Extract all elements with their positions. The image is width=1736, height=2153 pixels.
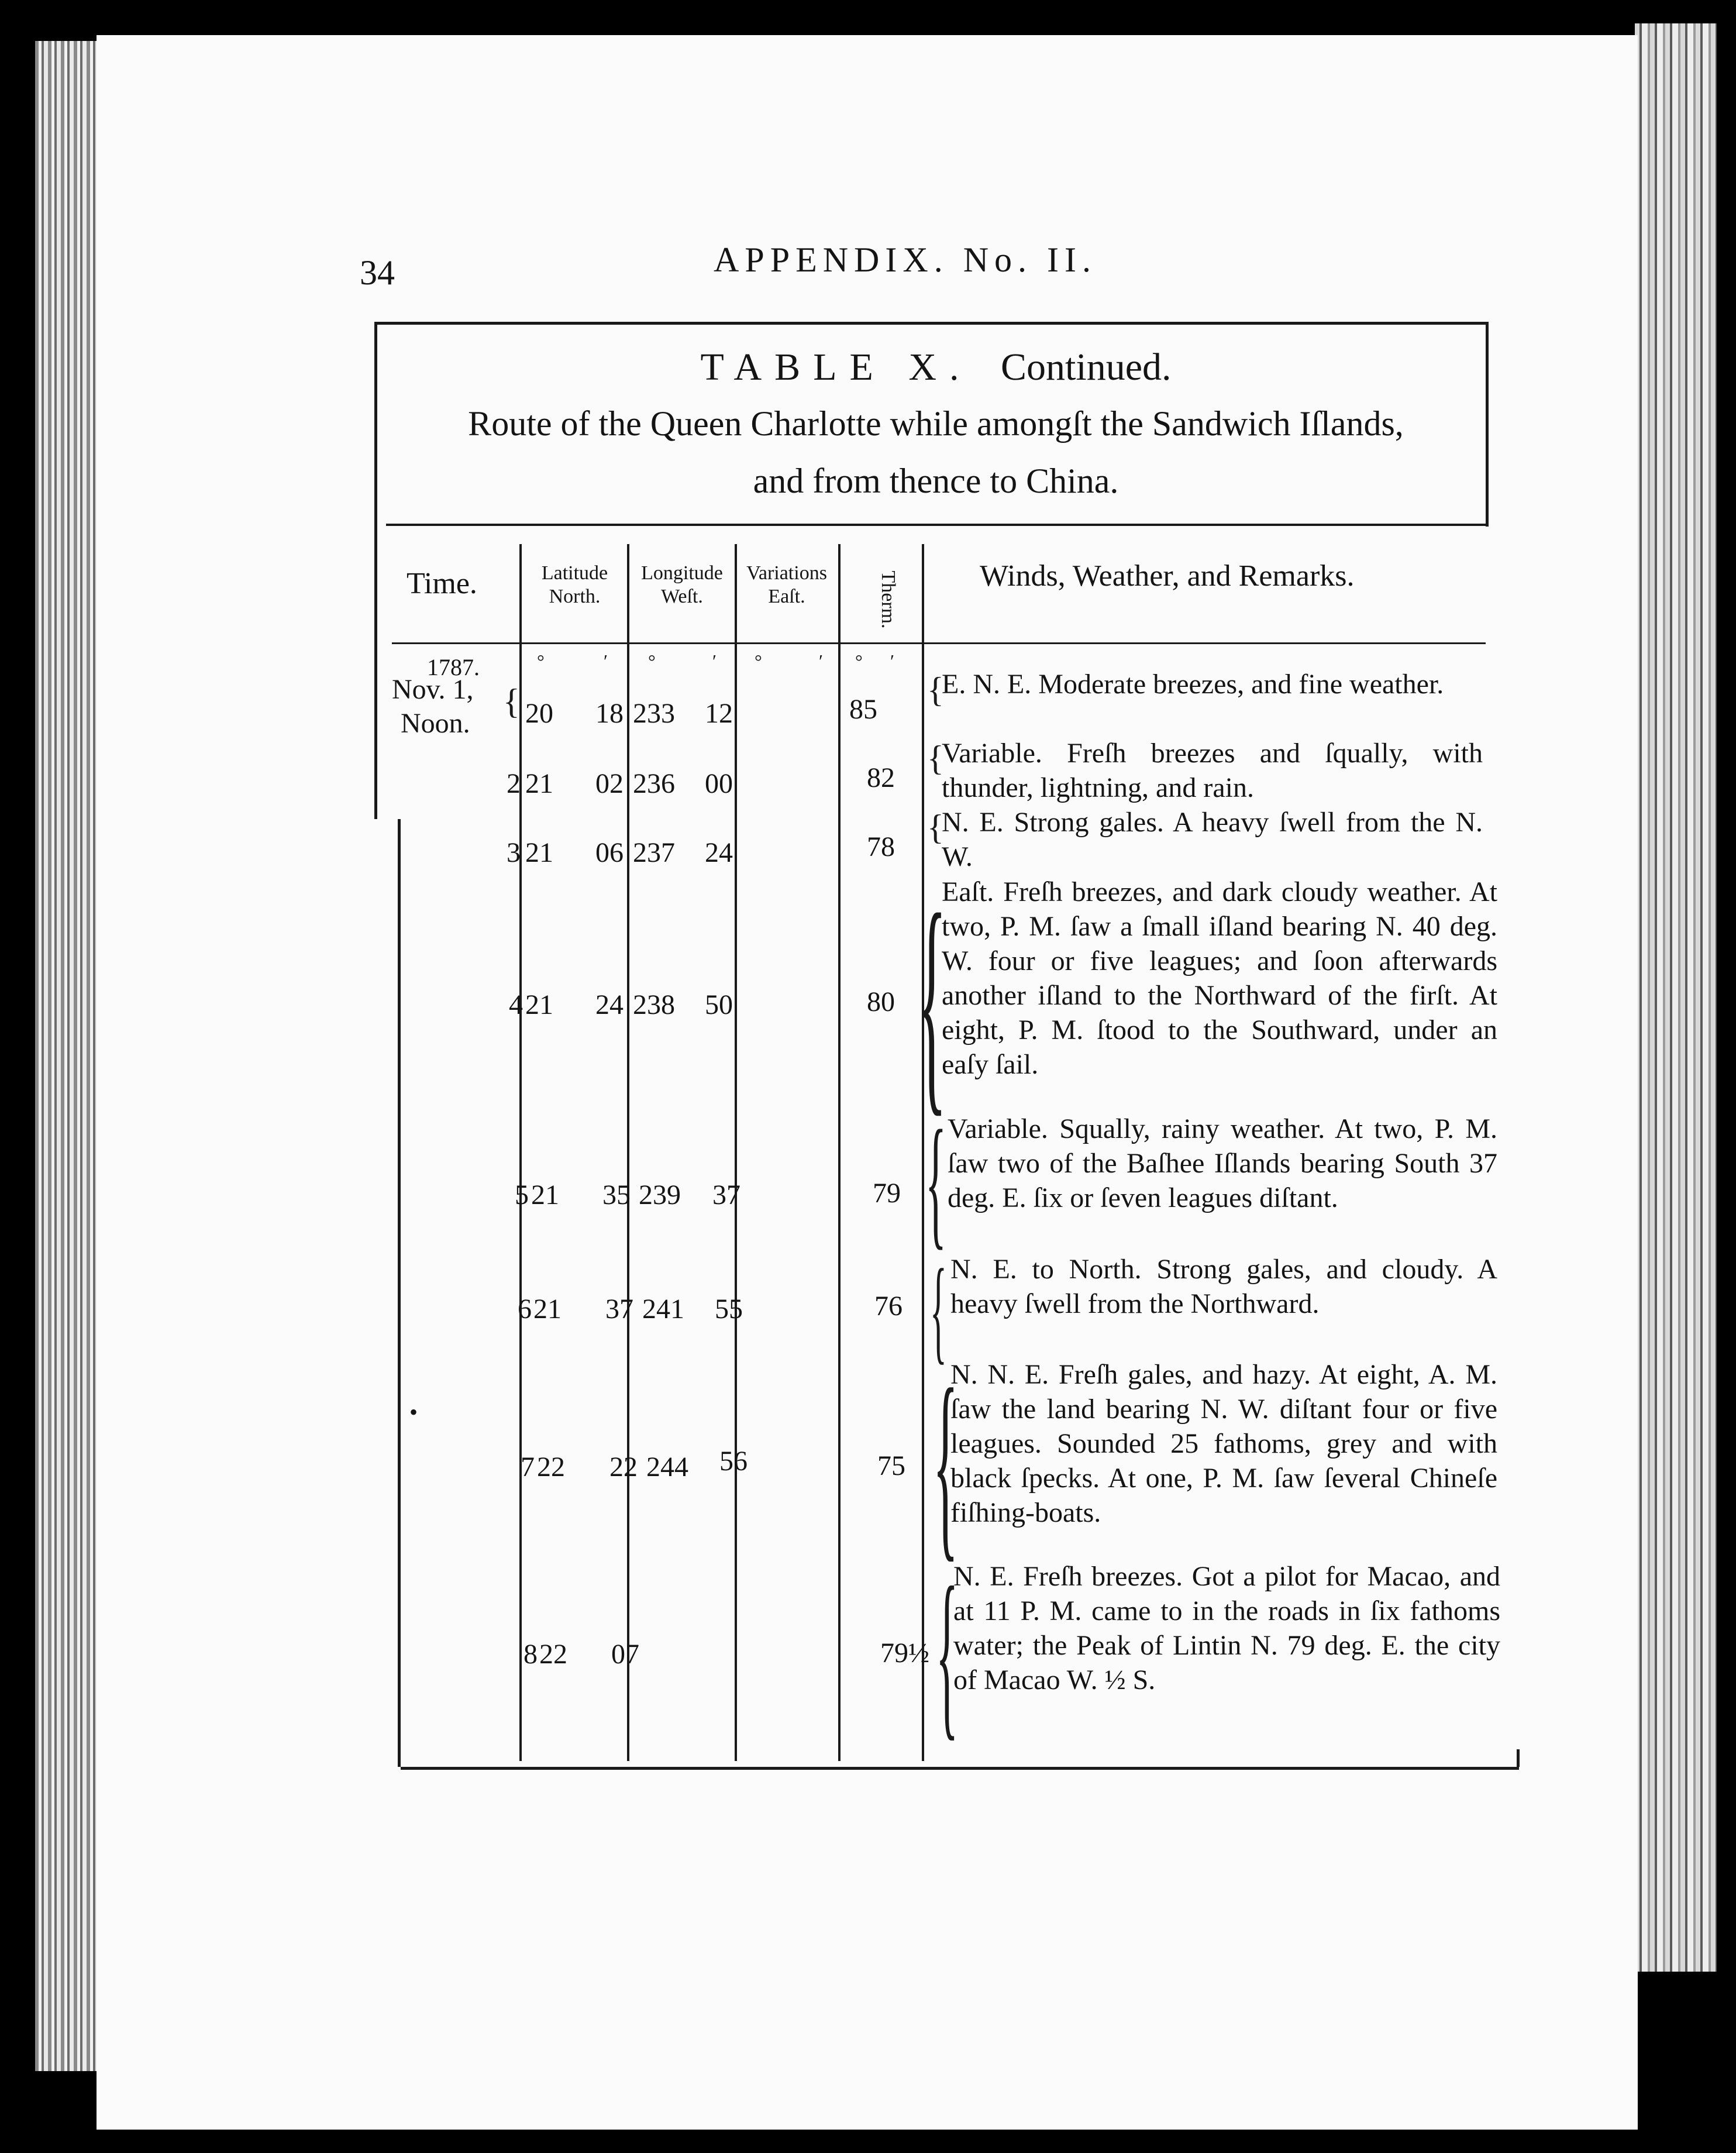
header-latitude-line2: North. (549, 586, 601, 607)
remark-brace: { (936, 1549, 959, 1756)
header-separator-rule (392, 642, 1486, 644)
unit-var-deg: ° (755, 651, 762, 672)
lon-deg: 239 (639, 1179, 681, 1210)
lat-min: 35 (602, 1179, 631, 1210)
lon-deg: 236 (633, 768, 675, 799)
lon-min: 55 (715, 1294, 743, 1325)
remark-text: Variable. Freſh breezes and ſqually, with thunder, lightning, and rain. (942, 738, 1483, 803)
unit-therm-deg: ° (855, 651, 863, 672)
header-time: Time. (407, 567, 477, 600)
remark-text: Variable. Squally, rainy weather. At two, P. M. ſaw two of the Baſhee Iſlands bearing South 37 deg. E. ſix or ſeven leagues diſtant. (948, 1113, 1497, 1213)
column-rule-time (519, 544, 522, 1761)
lat-min: 07 (611, 1639, 639, 1670)
header-variations-line1: Variations (746, 562, 827, 584)
table-left-rule-lower (398, 819, 401, 1767)
day: 2 (507, 768, 521, 799)
table-right-rule-lower (1517, 1749, 1520, 1767)
lon-deg: 241 (642, 1294, 684, 1325)
therm-value: 79 (873, 1178, 901, 1209)
table-bottom-rule (401, 1767, 1519, 1770)
remark-text: N. E. Freſh breezes. Got a pilot for Macao, and at 11 P. M. came to in the roads in ſix fathoms water; the Peak of Lintin N. 79 deg. E. the city of Macao W. ½ S. (953, 1561, 1500, 1695)
lat-min: 37 (605, 1294, 633, 1325)
time-first-line1: Nov. 1, (392, 674, 474, 705)
header-latitude (523, 562, 626, 608)
column-rule-variations (838, 544, 841, 1761)
header-remarks: Winds, Weather, and Remarks. (980, 559, 1355, 593)
column-rule-latitude (627, 544, 629, 1761)
remark-brace: { (917, 864, 947, 1136)
remark-brace: { (930, 1246, 947, 1375)
day: 8 (523, 1639, 538, 1670)
book-left-page-edges (35, 41, 99, 2071)
remark-brace: { (927, 808, 944, 847)
time-first-line2: Noon. (401, 708, 470, 739)
table-subtitle-line2: and from thence to China. (753, 462, 1119, 500)
unit-lat-deg: ° (537, 651, 545, 672)
unit-lat-min: ′ (604, 651, 608, 672)
table-top-rule (374, 322, 1489, 325)
table-title (380, 345, 1492, 390)
lon-min: 37 (712, 1179, 740, 1210)
lon-min: 00 (705, 768, 733, 799)
lat-deg: 21 (531, 1179, 559, 1210)
remark-text: E. N. E. Moderate breezes, and fine weather. (942, 669, 1444, 700)
therm-value: 79½ (880, 1638, 929, 1669)
running-head: APPENDIX. No. II. (714, 240, 1097, 279)
lat-deg: 22 (537, 1452, 565, 1483)
therm-value: 75 (877, 1450, 905, 1481)
lon-deg: 238 (633, 989, 675, 1020)
lat-deg: 22 (539, 1639, 567, 1670)
stray-dot-mark: • (409, 1399, 418, 1425)
header-variations (736, 562, 838, 608)
lon-deg: 237 (633, 837, 675, 868)
table-title-main: TABLE X. (700, 346, 972, 388)
remark-brace: { (927, 670, 944, 709)
remark-text: N. E. Strong gales. A heavy ſwell from the N. W. (942, 807, 1483, 872)
lat-min: 02 (595, 768, 624, 799)
therm-value: 85 (849, 694, 877, 725)
day: 5 (515, 1179, 529, 1210)
header-longitude-line2: Weſt. (661, 586, 703, 607)
lon-deg: 233 (633, 698, 675, 729)
remark-text: Eaſt. Freſh breezes, and dark cloudy weather. At two, P. M. ſaw a ſmall iſland bearing N. 40 deg. W. four or five leagues; and ſoon afterwards another iſland to the Northward of the firſt. At eight, P. M. ſtood to the Southward, under an eaſy ſail. (942, 876, 1497, 1080)
lat-min: 06 (595, 837, 624, 868)
lat-deg: 21 (525, 989, 553, 1020)
title-separator-rule (386, 524, 1486, 526)
lon-min: 50 (705, 989, 733, 1020)
column-rule-therm (922, 544, 924, 1761)
therm-value: 78 (867, 831, 895, 862)
lon-deg: 244 (646, 1452, 688, 1483)
table-subtitle-line1: Route of the Queen Charlotte while amongſt the Sandwich Iſlands, (468, 404, 1404, 443)
remark-text: N. N. E. Freſh gales, and hazy. At eight, A. M. ſaw the land bearing N. W. diſtant four or five leagues. Sounded 25 fathoms, grey and with black ſpecks. At one, P. M. ſaw ſeveral Chineſe fiſhing-boats. (950, 1359, 1497, 1528)
page-number: 34 (360, 253, 395, 292)
lon-min: 12 (705, 698, 733, 729)
lat-min: 18 (595, 698, 624, 729)
header-therm: Therm. (877, 570, 899, 629)
lon-min: 56 (719, 1446, 748, 1477)
unit-lon-deg: ° (648, 651, 656, 672)
lon-min: 24 (705, 837, 733, 868)
therm-value: 76 (874, 1291, 903, 1322)
therm-value: 80 (867, 986, 895, 1017)
unit-therm-min: ′ (890, 651, 894, 672)
day: 4 (509, 989, 523, 1020)
lat-deg: 20 (525, 698, 553, 729)
header-latitude-line1: Latitude (541, 562, 608, 584)
remark-brace: { (933, 1346, 959, 1579)
day: 6 (518, 1294, 532, 1325)
day: 7 (521, 1452, 535, 1483)
remark-brace: { (927, 739, 944, 778)
lat-deg: 21 (525, 768, 553, 799)
header-longitude (631, 562, 733, 608)
lat-deg: 21 (525, 837, 553, 868)
unit-lon-min: ′ (712, 651, 717, 672)
header-variations-line2: Eaſt. (768, 586, 805, 607)
remark-text: N. E. to North. Strong gales, and cloudy. A heavy ſwell from the Northward. (950, 1254, 1497, 1319)
time-year: 1787. (427, 654, 480, 680)
table-left-rule (374, 322, 377, 819)
lat-deg: 21 (533, 1294, 562, 1325)
lat-min: 22 (609, 1452, 638, 1483)
lat-min: 24 (595, 989, 624, 1020)
therm-value: 82 (867, 762, 895, 793)
book-right-page-edges (1635, 23, 1717, 1972)
unit-var-min: ′ (819, 651, 823, 672)
time-brace: { (503, 682, 520, 721)
header-longitude-line1: Longitude (641, 562, 723, 584)
column-rule-longitude (735, 544, 737, 1761)
day: 3 (507, 837, 521, 868)
remark-brace: { (925, 1100, 946, 1263)
table-title-continued: Continued. (1001, 346, 1172, 388)
